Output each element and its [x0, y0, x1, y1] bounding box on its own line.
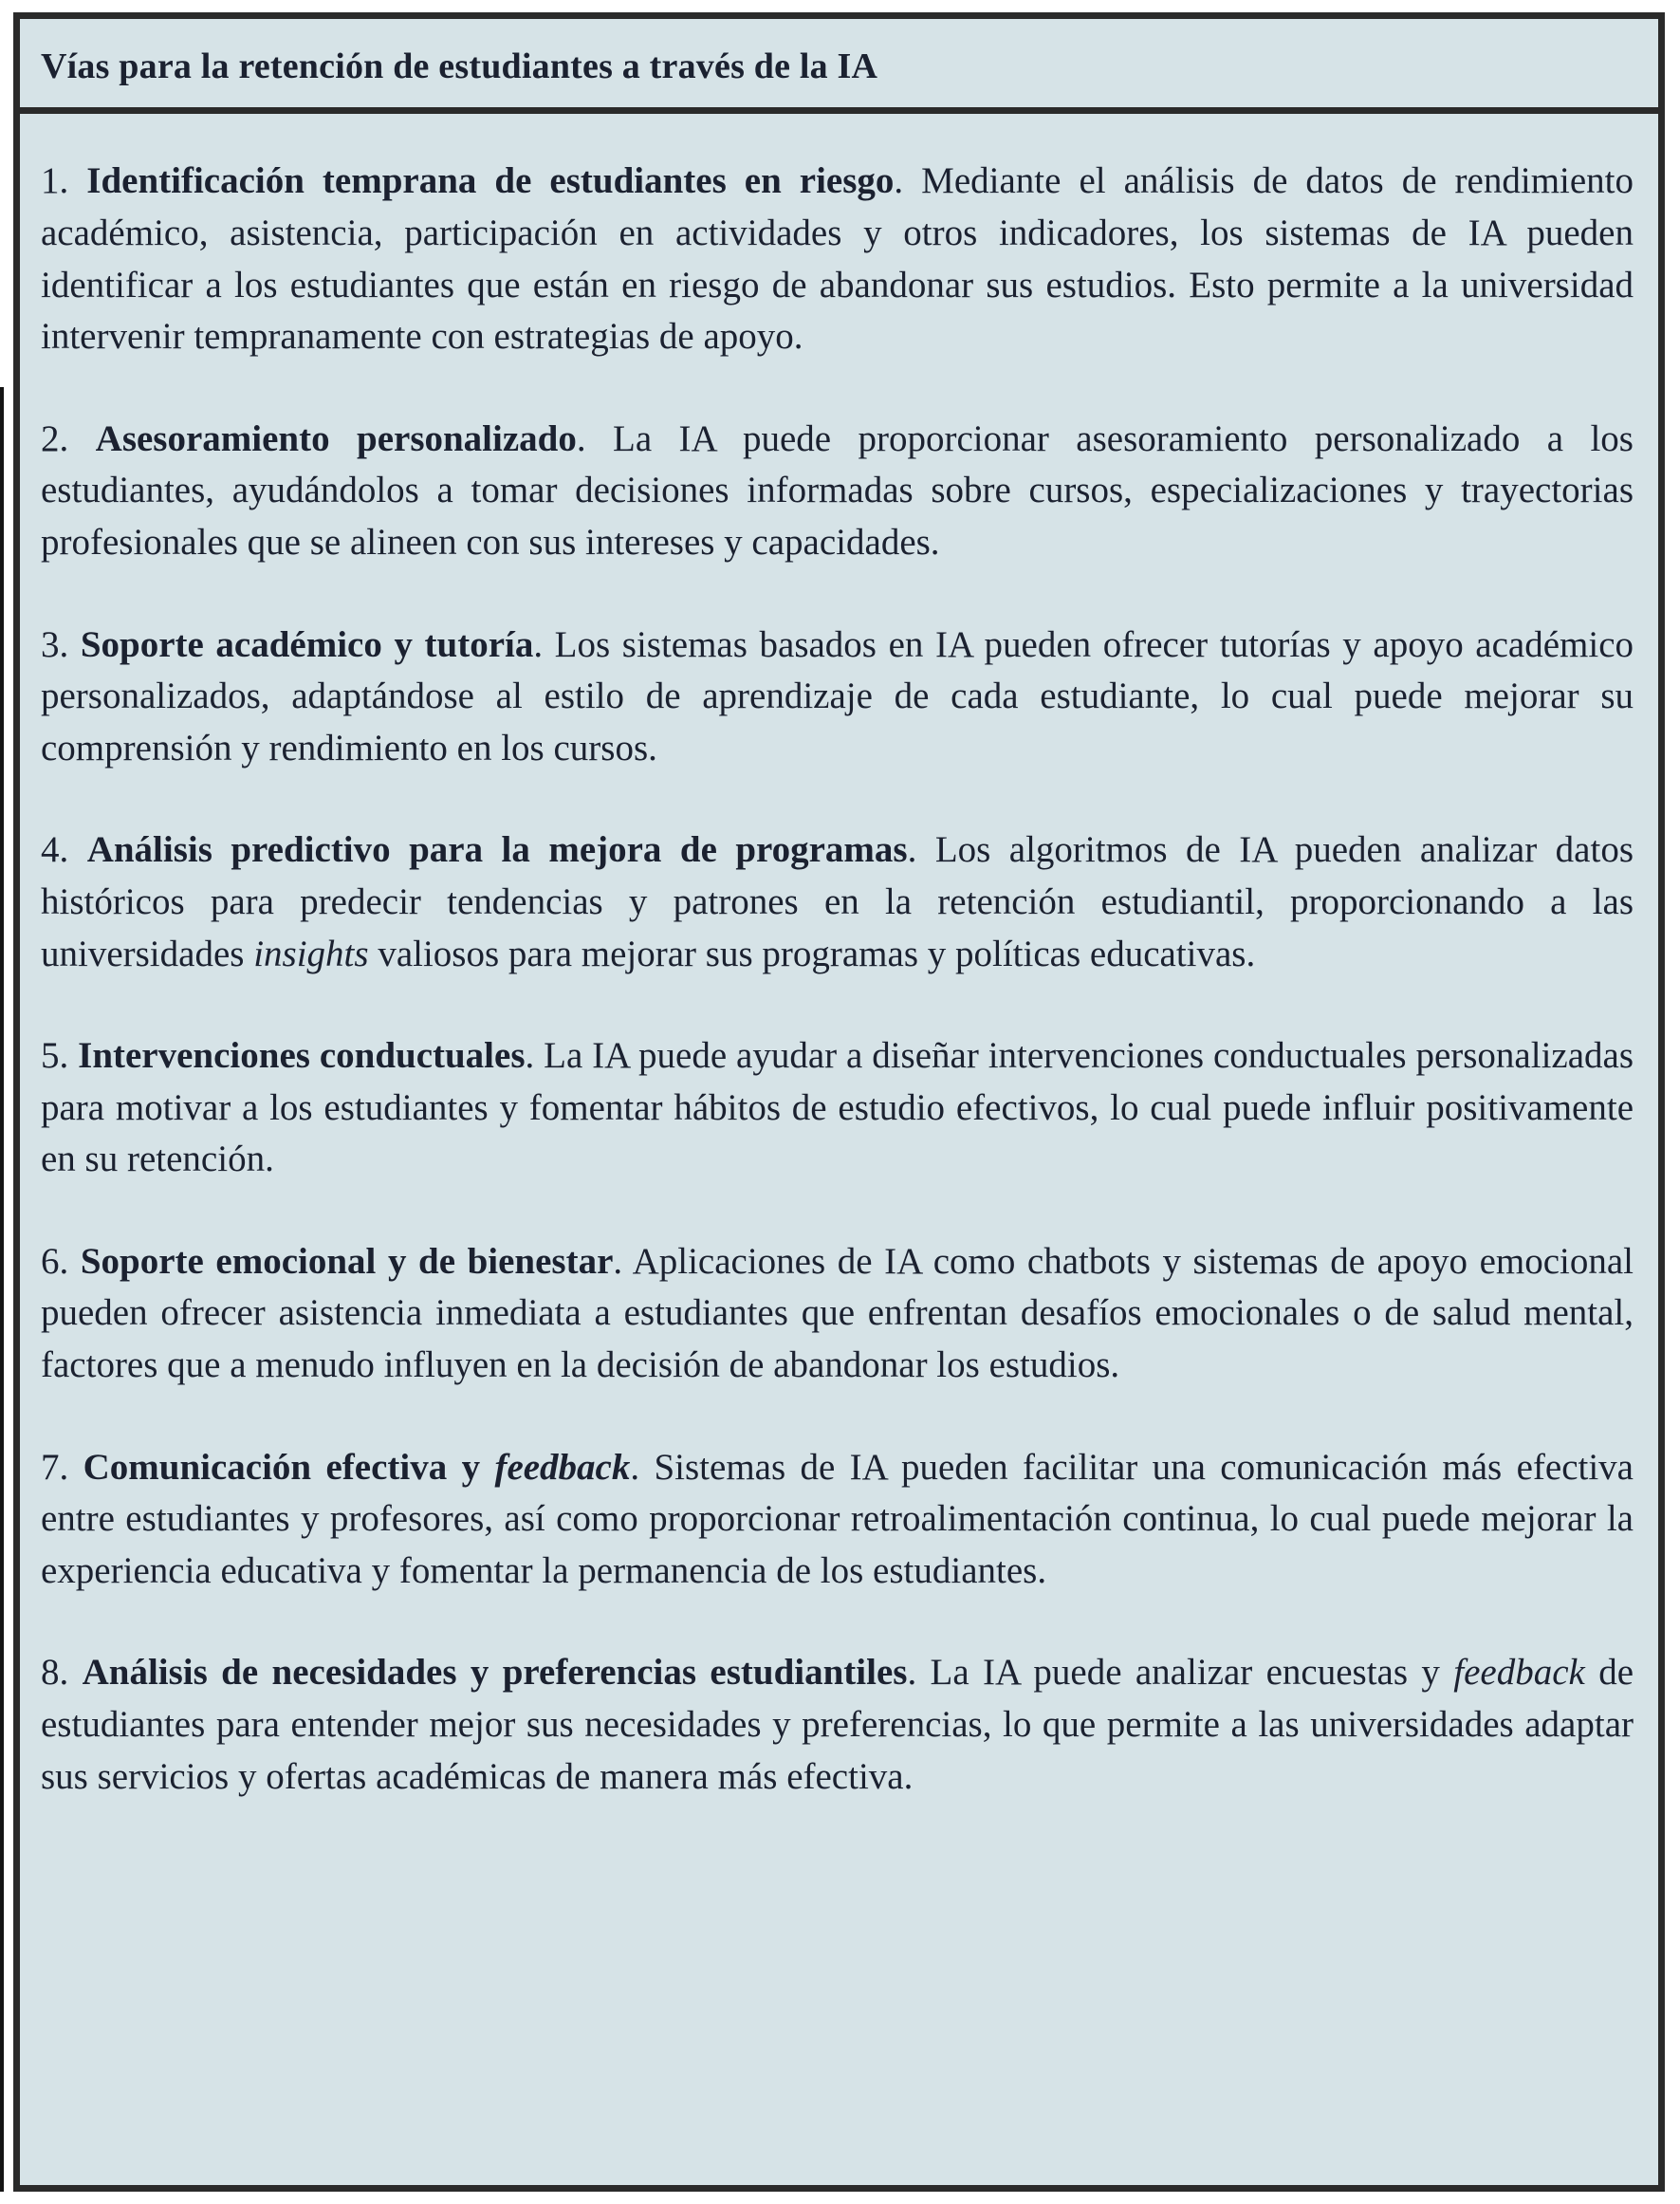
item-text: de estudiantes para entender mejor sus necesidades y preferencias, lo que permite a las universidades adaptar sus servicios y ofertas académicas de manera más efectiva.	[41, 1652, 1634, 1797]
item-text: 8.	[41, 1652, 83, 1694]
item-title: feedback	[494, 1446, 631, 1488]
item-title: Asesoramiento personalizado	[95, 417, 577, 459]
item-text: 4.	[41, 829, 87, 871]
list-item-3	[41, 620, 1634, 775]
item-title: Identificación temprana de estudiantes en riesgo	[86, 160, 895, 202]
table-title: Vías para la retención de estudiantes a través de la IA	[41, 46, 878, 86]
item-text: . Mediante el análisis de datos de rendimiento académico, asistencia, participación en actividades y otros indicadores, los sistemas de IA pueden identificar a los estudiantes que están en riesgo de abandonar sus estudios. Esto permite a la universidad intervenir tempranamente con estrategias de apoyo.	[41, 160, 1634, 358]
item-title: Soporte emocional y de bienestar	[80, 1240, 614, 1282]
item-title: Comunicación efectiva y	[83, 1446, 495, 1488]
item-text: 6.	[41, 1240, 81, 1282]
item-title: Soporte académico y tutoría	[80, 623, 534, 665]
list-item-1	[41, 156, 1634, 362]
item-text: valiosos para mejorar sus programas y políticas educativas.	[368, 933, 1256, 974]
list-item-7	[41, 1442, 1634, 1598]
list-item-5	[41, 1030, 1634, 1186]
item-italic-term: insights	[253, 933, 369, 974]
item-text: 5.	[41, 1035, 79, 1077]
retention-table	[13, 12, 1665, 2192]
item-italic-term: feedback	[1453, 1652, 1585, 1694]
item-text: 3.	[41, 623, 81, 665]
item-text: . La IA puede proporcionar asesoramiento personalizado a los estudiantes, ayudándolos a tomar decisiones informadas sobre cursos, especializaciones y trayectorias profesionales que se alineen con sus intereses y capacidades.	[41, 417, 1634, 563]
item-title: Intervenciones conductuales	[78, 1035, 526, 1077]
item-text: . Los sistemas basados en IA pueden ofrecer tutorías y apoyo académico personalizados, adaptándose al estilo de aprendizaje de cada estudiante, lo cual puede mejorar su comprensión y rendimiento en los cursos.	[41, 623, 1634, 769]
item-text: . La IA puede ayudar a diseñar intervenciones conductuales personalizadas para motivar a los estudiantes y fomentar hábitos de estudio efectivos, lo cual puede influir positivamente en su retención.	[41, 1035, 1634, 1180]
list-item-8	[41, 1647, 1634, 1803]
table-header	[20, 19, 1658, 114]
item-text: 7.	[41, 1446, 83, 1488]
item-title: Análisis predictivo para la mejora de programas	[86, 829, 908, 871]
item-text: . Aplicaciones de IA como chatbots y sistemas de apoyo emocional pueden ofrecer asistencia inmediata a estudiantes que enfrentan desafíos emocionales o de salud mental, factores que a menudo influyen en la decisión de abandonar los estudios.	[41, 1240, 1634, 1386]
item-text: . La IA puede analizar encuestas y	[907, 1652, 1454, 1694]
list-item-6	[41, 1236, 1634, 1392]
item-text: . Sistemas de IA pueden facilitar una comunicación más efectiva entre estudiantes y profesores, así como proporcionar retroalimentación continua, lo cual puede mejorar la experiencia educativa y fomentar la permanencia de los estudiantes.	[41, 1446, 1634, 1591]
item-title: Análisis de necesidades y preferencias estudiantiles	[82, 1652, 908, 1694]
items-list	[20, 114, 1658, 1825]
list-item-4	[41, 824, 1634, 980]
list-item-2	[41, 414, 1634, 569]
item-text: . Los algoritmos de IA pueden analizar datos históricos para predecir tendencias y patrones en la retención estudiantil, proporcionando a las universidades	[41, 829, 1634, 974]
item-text: 1.	[41, 160, 87, 202]
item-text: 2.	[41, 417, 96, 459]
left-edge-crop-line	[0, 387, 4, 2192]
